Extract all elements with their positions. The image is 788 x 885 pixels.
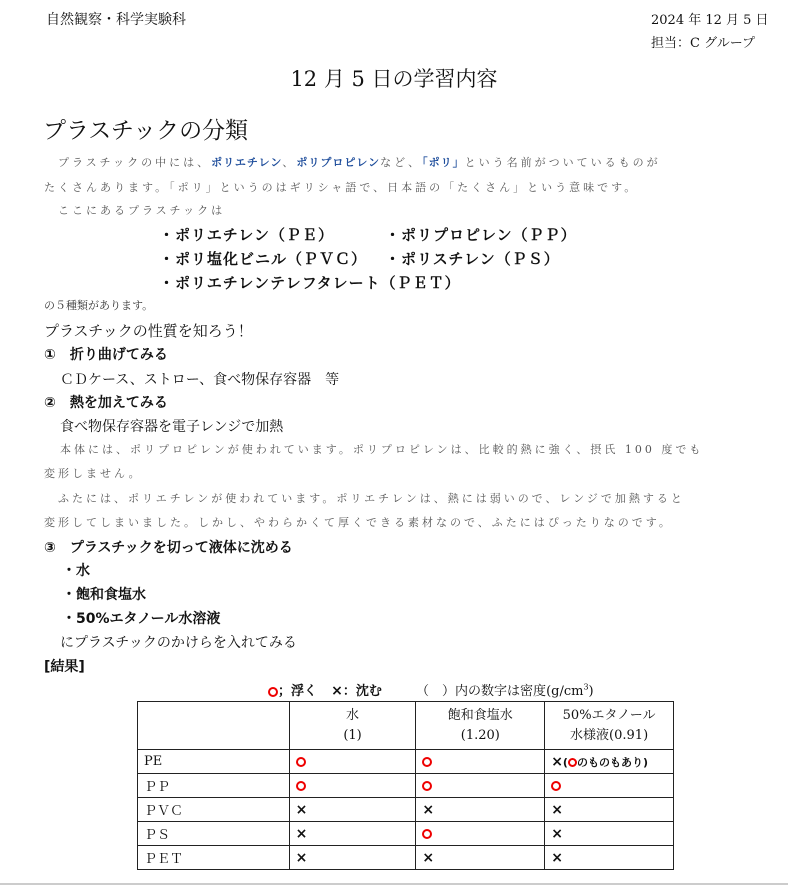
results-table [137,701,674,870]
row-label: ＰＳ [138,822,290,846]
table-header-row [138,702,674,750]
legend [268,680,594,699]
header-ethanol [545,702,674,750]
result-cell [289,822,416,846]
intro-text-a: プラスチックの中には、 [58,156,212,169]
float-circle-icon [422,781,432,791]
row-label: ＰＰ [138,774,290,798]
header-ethanol-name: 50%エタノール [562,707,656,723]
sink-cross-icon: × [295,801,308,818]
result-cell [416,822,545,846]
result-cell [545,774,674,798]
sink-cross-icon: × [551,849,563,866]
table-row [138,750,674,774]
density-unit-base: (g/cm [546,684,584,699]
poly-highlight: 「ポリ」 [422,156,465,169]
table-row [138,798,674,822]
density-unit-exp: 3 [583,682,589,692]
header-water-name: 水 [346,707,360,723]
density-unit-close: ) [588,684,594,699]
result-cell [545,822,674,846]
header-saltwater-name: 飽和食塩水 [447,707,513,723]
row-label: PE [138,750,290,774]
result-cell [545,798,674,822]
result-cell [416,750,545,774]
step3-title: プラスチックを切って液体に沈める [69,540,293,556]
result-cell [545,750,674,774]
step1-title: 折り曲げてみる [69,347,168,363]
liquid-saltwater: ・飽和食塩水 [62,587,146,603]
subject-label: 自然観察・科学実験科 [46,12,186,28]
float-circle-icon [422,757,432,767]
section-title: プラスチックの分類 [43,118,249,144]
intro-line-3: ここにあるプラスチックは [58,204,226,217]
density-unit [546,684,594,699]
plastic-pe: ・ポリエチレン（ＰＥ） [159,226,335,244]
page-title: 12 月 5 日の学習内容 [290,67,498,91]
intro-text-b: など、 [380,156,423,169]
pp-highlight: ポリプロピレン [296,156,381,169]
step3-body: にプラスチックのかけらを入れてみる [60,635,297,651]
header-saltwater [416,702,545,750]
pe-note: のものもあり) [576,755,648,769]
liquid-ethanol: ・50%エタノール水溶液 [62,611,221,627]
group-label: 担当：C グループ [651,36,756,51]
float-circle-icon [268,687,278,697]
legend-float: ；浮く [278,684,318,699]
row-label: ＰＥＴ [138,846,290,870]
intro-sep: 、 [282,156,297,169]
float-circle-icon [296,757,306,767]
float-circle-icon [568,758,577,767]
float-circle-icon [551,781,561,791]
step1-number: ① [44,347,56,363]
step2-para-4: 変形してしまいました。しかし、やわらかくて厚くできる素材なので、ふたにはぴったりなのです。 [44,516,673,529]
intro-line-2: たくさんあります。「ポリ」というのはギリシャ語で、日本語の「たくさん」という意味です。 [44,181,639,194]
result-cell [289,750,416,774]
pe-note-open: ( [562,755,568,769]
step2-para-1: 本体には、ポリプロピレンが使われています。ポリプロピレンは、比較的熱に強く、摂氏 100 度でも [60,443,704,456]
result-cell [289,846,416,870]
step2-heading [44,392,168,412]
plastic-pvc: ・ポリ塩化ビニル（ＰＶＣ） [159,250,368,268]
table-row [138,774,674,798]
sink-cross-icon: × [422,801,435,818]
table-row [138,846,674,870]
sink-cross-icon: × [551,753,563,770]
result-cell [545,846,674,870]
sink-cross-icon: × [295,825,308,842]
table-row [138,822,674,846]
result-cell [289,774,416,798]
plastic-pet: ・ポリエチレンテレフタレート（ＰＥＴ） [159,274,461,292]
properties-heading: プラスチックの性質を知ろう！ [44,322,253,340]
step2-body: 食べ物保存容器を電子レンジで加熱 [60,419,284,435]
result-cell [289,798,416,822]
step3-number: ③ [44,540,56,556]
result-cell [416,798,545,822]
intro-line-1 [58,154,661,170]
sink-cross-icon: × [551,801,563,818]
sink-cross-icon: × [331,683,343,699]
step3-heading [44,537,293,557]
results-label: [結果] [44,659,85,675]
sink-cross-icon: × [295,849,308,866]
header-saltwater-density: (1.20) [460,727,500,743]
sink-cross-icon: × [422,849,435,866]
density-note: （ ）内の数字は密度 [416,684,547,699]
liquid-water: ・水 [62,563,90,579]
plastic-ps: ・ポリスチレン（ＰＳ） [385,250,560,268]
intro-text-c: という名前がついているものが [464,156,661,169]
date-label: 2024 年 12 月 5 日 [651,13,769,28]
step1-heading [44,344,168,364]
plastic-pp: ・ポリプロピレン（ＰＰ） [385,226,577,244]
five-types-text: の５種類があります。 [44,299,154,312]
float-circle-icon [296,781,306,791]
header-water-density: (1) [343,727,362,743]
step1-body: ＣＤケース、ストロー、食べ物保存容器 等 [60,372,340,388]
result-cell [416,846,545,870]
step2-title: 熱を加えてみる [69,395,168,411]
row-label: ＰＶＣ [138,798,290,822]
sink-cross-icon: × [551,825,563,842]
pe-highlight: ポリエチレン [211,156,283,169]
step2-number: ② [44,395,56,411]
float-circle-icon [422,829,432,839]
step2-para-2: 変形しません。 [44,467,143,480]
table-corner-cell [138,702,290,750]
header-water [289,702,416,750]
table-body [138,750,674,870]
legend-sink: ：沈む [342,684,382,699]
step2-para-3: ふたには、ポリエチレンが使われています。ポリエチレンは、熱には弱いので、レンジで加熱すると [58,492,685,505]
header-ethanol-density: 水様液(0.91) [570,727,649,743]
result-cell [416,774,545,798]
